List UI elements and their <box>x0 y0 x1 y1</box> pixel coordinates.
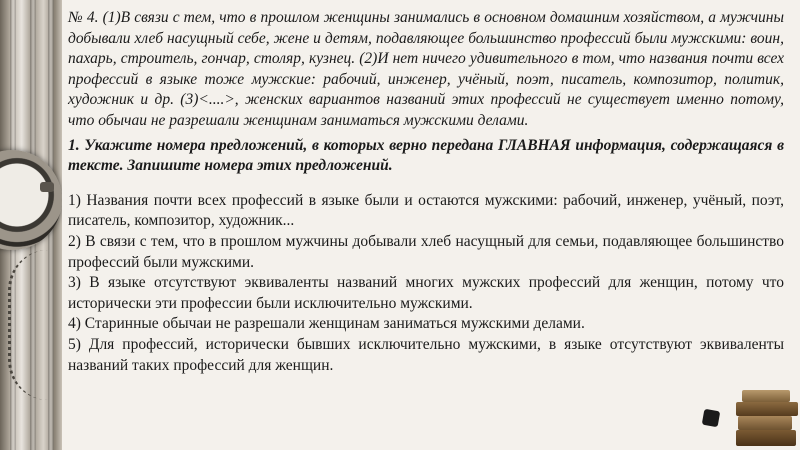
mouse-cursor-icon <box>702 409 721 428</box>
answer-option-4[interactable]: 4) Старинные обычаи не разрешали женщинам заниматься мужскими делами. <box>68 315 585 333</box>
answer-options <box>68 191 784 376</box>
watch-crown <box>40 182 54 192</box>
source-passage: № 4. (1)В связи с тем, что в прошлом женщины занимались в основном домашним хозяйством, а мужчины добывали хлеб насущный себе, жене и детям, подавляющее большинство профессий были мужскими: воин, пахарь, строитель, гончар, столяр, кузнец. (2)И нет ничего удивительного в том, что названия почти всех профессий в языке тоже мужские: рабочий, инженер, учёный, поэт, писатель, композитор, политик, художник и др. (3)<....>, женских вариантов названий этих профессий не существует именно потому, что обычаи не разрешали женщинам заниматься мужскими делами. <box>68 9 784 129</box>
book-icon <box>742 390 790 402</box>
book-icon <box>736 402 798 416</box>
answer-option-5[interactable]: 5) Для профессий, исторически бывших исключительно мужскими, в языке отсутствуют эквиваленты названий таких профессий для женщин. <box>68 335 784 374</box>
answer-option-2[interactable]: 2) В связи с тем, что в прошлом мужчины добывали хлеб насущный для семьи, подавляющее большинство профессий были мужскими. <box>68 232 784 271</box>
slide-content <box>68 8 784 376</box>
task-instruction: 1. Укажите номера предложений, в которых верно передана ГЛАВНАЯ информация, содержащаяся в тексте. Запишите номера этих предложений. <box>68 136 784 175</box>
answer-option-1[interactable]: 1) Названия почти всех профессий в языке были и остаются мужскими: рабочий, инженер, учёный, поэт, писатель, композитор, художник... <box>68 191 784 230</box>
watch-chain <box>8 250 51 400</box>
book-icon <box>736 430 796 446</box>
answer-option-3[interactable]: 3) В языке отсутствуют эквиваленты названий многих мужских профессий для женщин, потому что исторически эти профессии были исключительно мужскими. <box>68 274 784 312</box>
left-decoration <box>0 0 62 450</box>
books-decoration <box>730 380 800 450</box>
book-icon <box>738 416 792 430</box>
